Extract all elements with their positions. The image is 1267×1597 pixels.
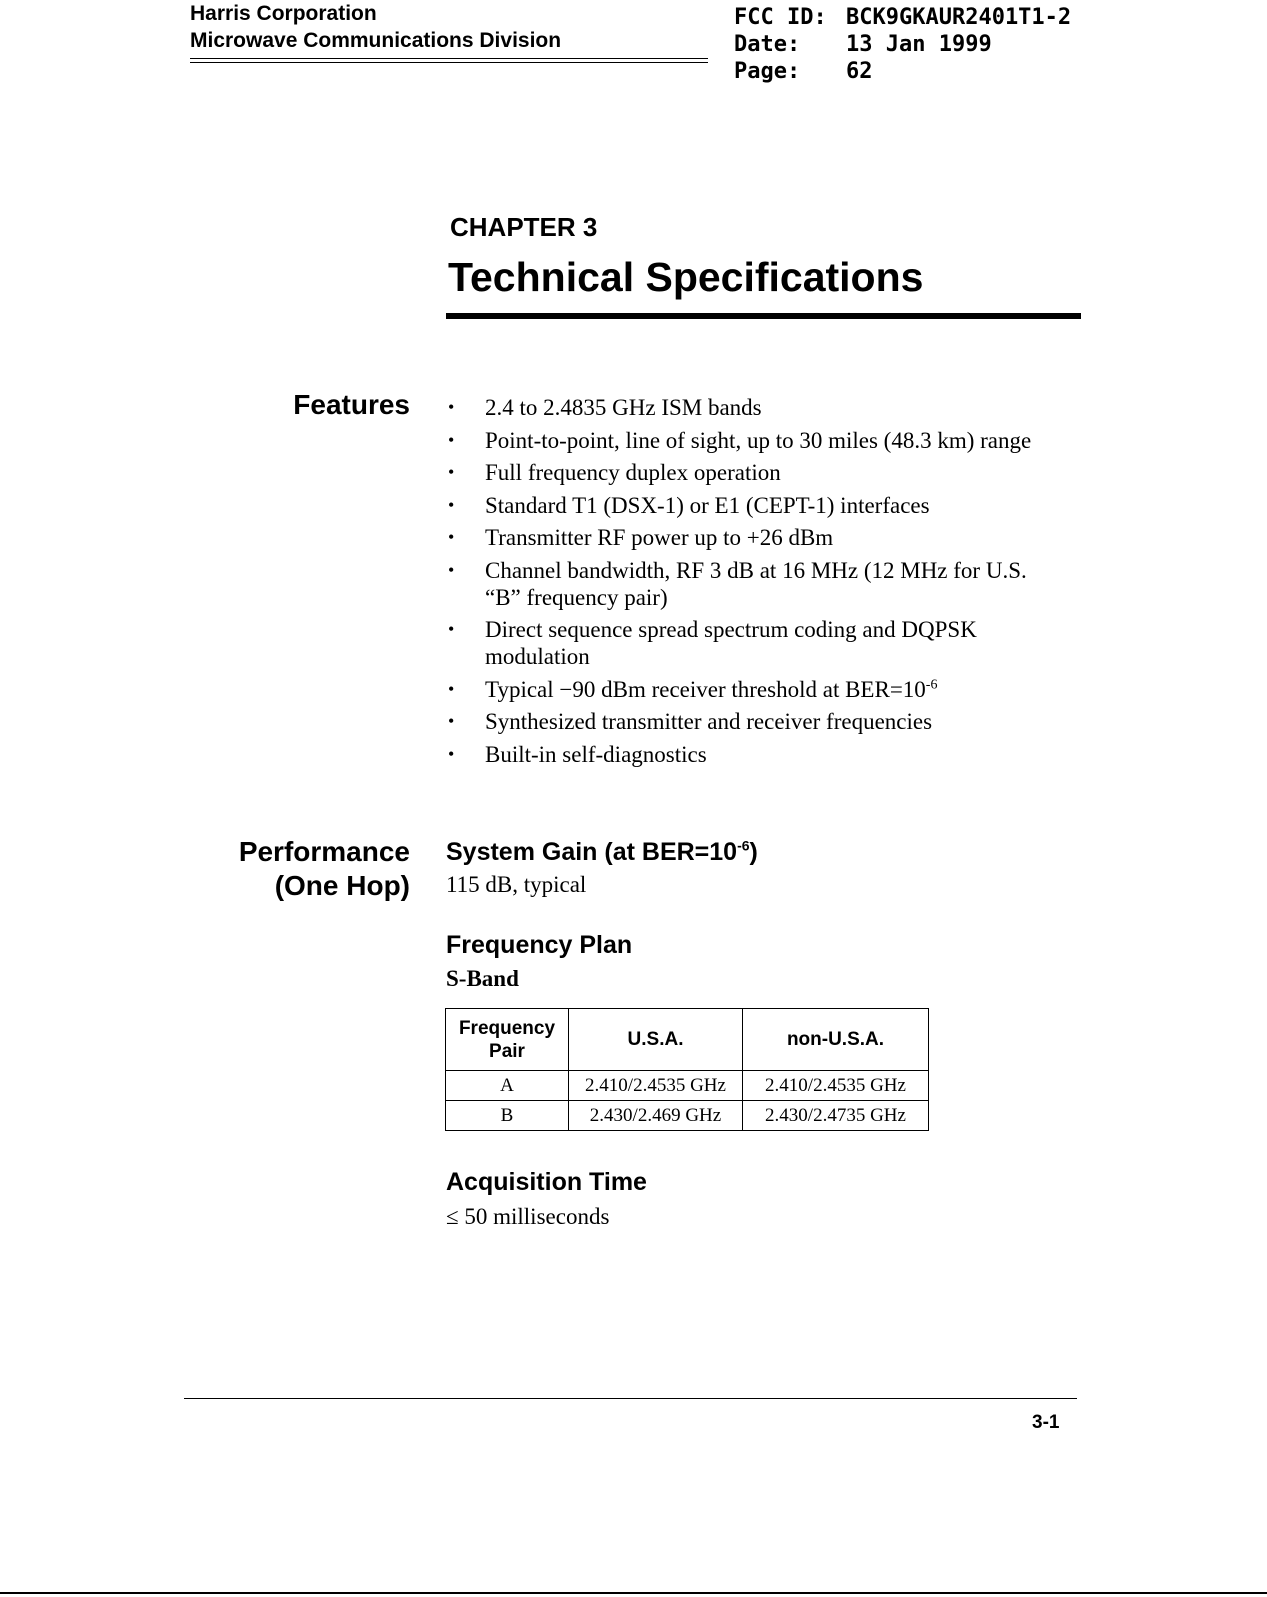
- scan-edge-line: [0, 1592, 1267, 1594]
- table-cell: B: [446, 1101, 569, 1131]
- fcc-id-label: FCC ID:: [734, 5, 827, 30]
- table-cell: 2.410/2.4535 GHz: [569, 1071, 743, 1101]
- division-name: Microwave Communications Division: [190, 29, 562, 52]
- page-header-right: [734, 4, 1071, 85]
- table-row: [446, 1101, 929, 1131]
- feature-item: • Channel bandwidth, RF 3 dB at 16 MHz (12 MHz for U.S. “B” frequency pair): [448, 557, 1088, 611]
- feature-item: • 2.4 to 2.4835 GHz ISM bands: [448, 394, 1088, 421]
- threshold-exponent: -6: [925, 676, 938, 692]
- page-header-left: [190, 0, 561, 54]
- acquisition-time-value: ≤ 50 milliseconds: [446, 1204, 610, 1229]
- table-cell: 2.410/2.4535 GHz: [743, 1071, 929, 1101]
- date-value: 13 Jan 1999: [846, 32, 992, 57]
- fcc-id-row: [734, 4, 1071, 31]
- page-number: 3-1: [1032, 1412, 1060, 1433]
- title-rule: [446, 313, 1081, 319]
- table-cell: 2.430/2.469 GHz: [569, 1101, 743, 1131]
- date-label: Date:: [734, 32, 801, 57]
- col-header-usa: U.S.A.: [569, 1009, 743, 1071]
- feature-item: • Standard T1 (DSX-1) or E1 (CEPT-1) interfaces: [448, 492, 1088, 519]
- page-value: 62: [846, 59, 873, 84]
- table-row: [446, 1071, 929, 1101]
- page-row: [734, 58, 1071, 85]
- feature-item-threshold: [448, 676, 1088, 703]
- frequency-table: [445, 1008, 929, 1131]
- date-row: [734, 31, 1071, 58]
- chapter-label: CHAPTER 3: [450, 212, 598, 242]
- system-gain-value: 115 dB, typical: [446, 872, 587, 897]
- threshold-text: Typical −90 dBm receiver threshold at BER=10: [485, 676, 926, 702]
- feature-item: • Transmitter RF power up to +26 dBm: [448, 524, 1088, 551]
- features-list: [448, 394, 1088, 773]
- system-gain-title-end: ): [749, 838, 758, 866]
- feature-item: • Full frequency duplex operation: [448, 459, 1088, 486]
- table-cell: A: [446, 1071, 569, 1101]
- feature-item: • Synthesized transmitter and receiver frequencies: [448, 708, 1088, 735]
- col-header-non-usa: non-U.S.A.: [743, 1009, 929, 1071]
- system-gain-title: [446, 838, 758, 867]
- performance-heading: [150, 835, 410, 903]
- system-gain-exponent: -6: [737, 837, 750, 854]
- footer-rule: [184, 1398, 1077, 1399]
- company-name: Harris Corporation: [190, 2, 377, 25]
- features-heading: Features: [293, 389, 410, 420]
- table-cell: 2.430/2.4735 GHz: [743, 1101, 929, 1131]
- feature-item: • Built-in self-diagnostics: [448, 741, 1088, 768]
- frequency-plan-title: Frequency Plan: [446, 931, 633, 959]
- table-header-row: [446, 1009, 929, 1071]
- system-gain-title-text: System Gain (at BER=10: [446, 838, 738, 866]
- acquisition-time-title: Acquisition Time: [446, 1168, 647, 1196]
- performance-heading-line1: Performance: [238, 836, 410, 867]
- performance-heading-line2: (One Hop): [274, 870, 410, 901]
- feature-item: • Point-to-point, line of sight, up to 30 miles (48.3 km) range: [448, 427, 1088, 454]
- fcc-id-value: BCK9GKAUR2401T1-2: [846, 5, 1072, 30]
- chapter-title: Technical Specifications: [448, 254, 924, 300]
- header-double-rule: [190, 58, 708, 63]
- page-label: Page:: [734, 59, 801, 84]
- feature-item: • Direct sequence spread spectrum coding and DQPSK modulation: [448, 616, 1088, 670]
- col-header-frequency-pair: Frequency Pair: [446, 1009, 569, 1071]
- band-label: S-Band: [446, 966, 519, 991]
